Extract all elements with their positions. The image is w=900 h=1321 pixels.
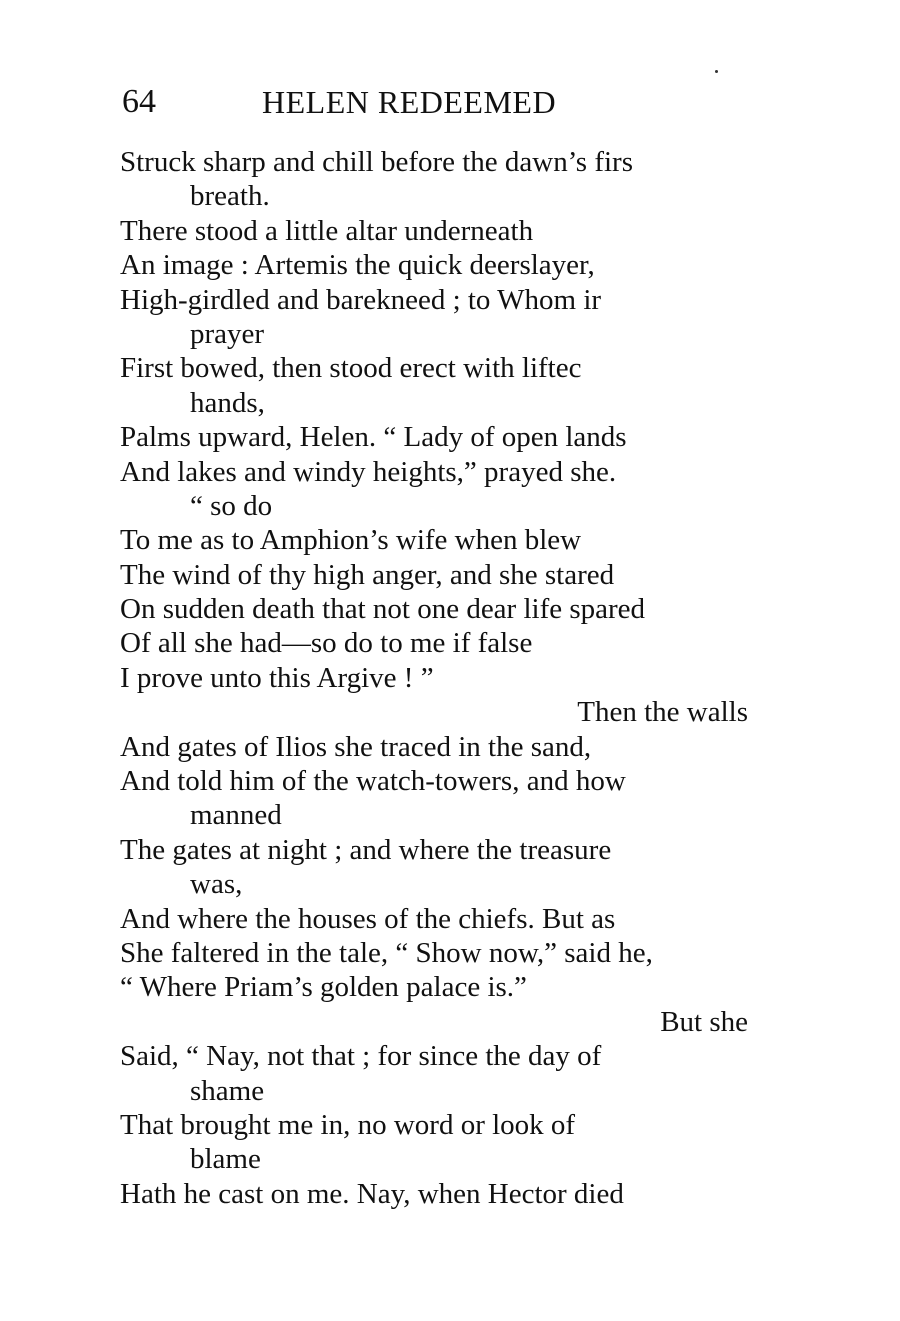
poem-line: To me as to Amphion’s wife when blew (120, 524, 582, 557)
poem-line: High-girdled and barekneed ; to Whom ir (120, 283, 602, 316)
poem-line: Of all she had—so do to me if false (120, 627, 533, 660)
poem-line: was, (190, 868, 243, 901)
poem-line: Then the walls (577, 696, 748, 729)
poem-line: She faltered in the tale, “ Show now,” said he, (120, 936, 653, 969)
poem-line: Hath he cast on me. Nay, when Hector died (120, 1177, 624, 1210)
poem-line: First bowed, then stood erect with liftec (120, 352, 582, 385)
poem-line: There stood a little altar underneath (120, 214, 534, 247)
poem-line: I prove unto this Argive ! ” (120, 661, 434, 694)
poem-line: That brought me in, no word or look of (120, 1108, 576, 1141)
poem-line: The wind of thy high anger, and she stared (120, 558, 615, 591)
poem-line: But she (660, 1005, 748, 1038)
poem-line: The gates at night ; and where the treasure (120, 833, 612, 866)
poem-line: hands, (190, 386, 265, 419)
poem-line: Palms upward, Helen. “ Lady of open lands (120, 421, 627, 454)
poem-line: And told him of the watch-towers, and how (120, 765, 626, 798)
poem-line: On sudden death that not one dear life spared (120, 593, 646, 626)
poem-text (120, 145, 750, 1275)
poem-line: And lakes and windy heights,” prayed she. (120, 455, 617, 488)
poem-line: An image : Artemis the quick deerslayer, (120, 249, 595, 282)
poem-line: manned (190, 799, 282, 832)
poem-line: “ Where Priam’s golden palace is.” (120, 971, 527, 1004)
poem-line: shame (190, 1074, 265, 1107)
poem-line: Said, “ Nay, not that ; for since the day of (120, 1040, 602, 1073)
running-title: HELEN REDEEMED (262, 84, 557, 120)
poem-line: breath. (190, 180, 270, 213)
poem-line: And where the houses of the chiefs. But as (120, 902, 616, 935)
poem-line: And gates of Ilios she traced in the sand, (120, 730, 592, 763)
poem-line: “ so do (190, 489, 273, 522)
poem-line: prayer (190, 317, 265, 350)
speck-mark (715, 70, 718, 73)
page-header (122, 78, 682, 126)
poem-line: blame (190, 1143, 261, 1176)
page-number: 64 (122, 83, 156, 120)
poem-line: Struck sharp and chill before the dawn’s firs (120, 146, 633, 178)
